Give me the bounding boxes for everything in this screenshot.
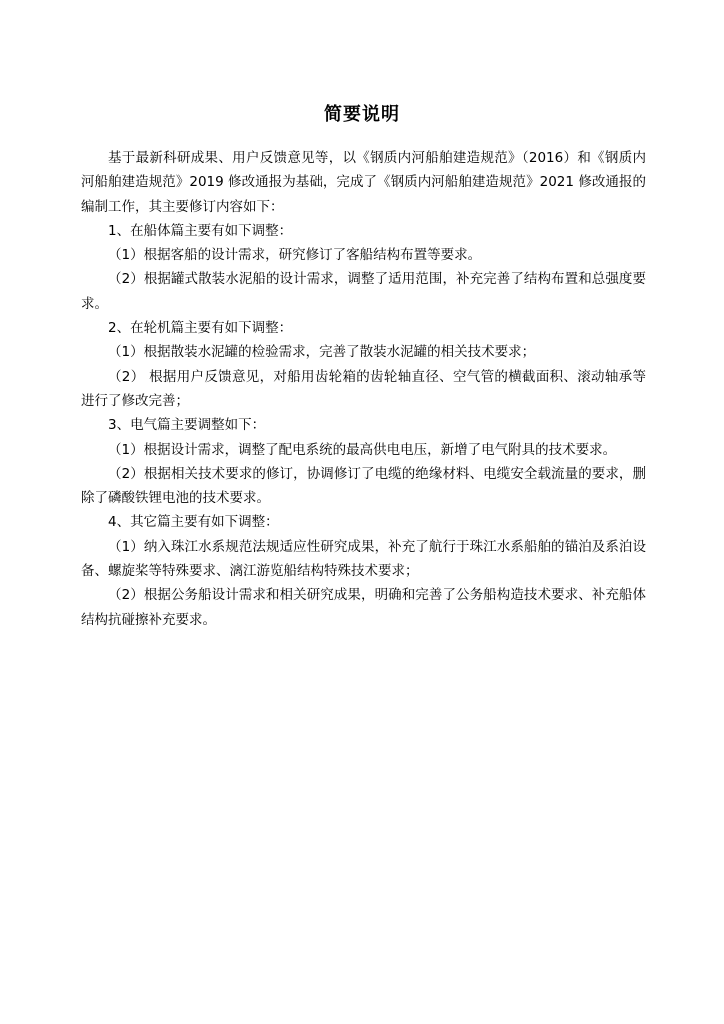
section-heading-machinery: 2、在轮机篇主要有如下调整： xyxy=(108,320,293,337)
section-heading-other: 4、其它篇主要有如下调整： xyxy=(108,514,279,531)
hull-item-2: （2）根据罐式散装水泥船的设计需求，调整了适用范围，补充完善了结构布置和总强度要求。 xyxy=(81,271,646,312)
hull-item-1: （1）根据客船的设计需求，研究修订了客船结构布置等要求。 xyxy=(108,247,482,264)
electrical-item-1: （1）根据设计需求，调整了配电系统的最高供电电压，新增了电气附具的技术要求。 xyxy=(108,441,617,458)
machinery-item-2: （2） 根据用户反馈意见，对船用齿轮箱的齿轮轴直径、空气管的横截面积、滚动轴承等进行了修改完善； xyxy=(81,368,646,409)
other-item-2: （2）根据公务船设计需求和相关研究成果，明确和完善了公务船构造技术要求、补充船体结构抗碰擦补充要求。 xyxy=(81,587,646,628)
machinery-item-1: （1）根据散装水泥罐的检验需求，完善了散装水泥罐的相关技术要求； xyxy=(108,344,536,361)
document-body xyxy=(81,146,646,632)
document-title: 简要说明 xyxy=(324,104,400,125)
intro-paragraph: 基于最新科研成果、用户反馈意见等，以《钢质内河船舶建造规范》（2016）和《钢质内河船舶建造规范》2019 修改通报为基础，完成了《钢质内河船舶建造规范》2021 修改通报的编制工作，其主要修订内容如下： xyxy=(81,150,646,215)
electrical-item-2: （2）根据相关技术要求的修订，协调修订了电缆的绝缘材料、电缆安全载流量的要求，删除了磷酸铁锂电池的技术要求。 xyxy=(81,465,646,507)
section-heading-electrical: 3、电气篇主要调整如下： xyxy=(108,417,266,434)
section-heading-hull: 1、在船体篇主要有如下调整： xyxy=(108,222,293,239)
other-item-1: （1）纳入珠江水系规范法规适应性研究成果，补充了航行于珠江水系船舶的锚泊及系泊设备、螺旋桨等特殊要求、漓江游览船结构特殊技术要求； xyxy=(81,538,646,580)
